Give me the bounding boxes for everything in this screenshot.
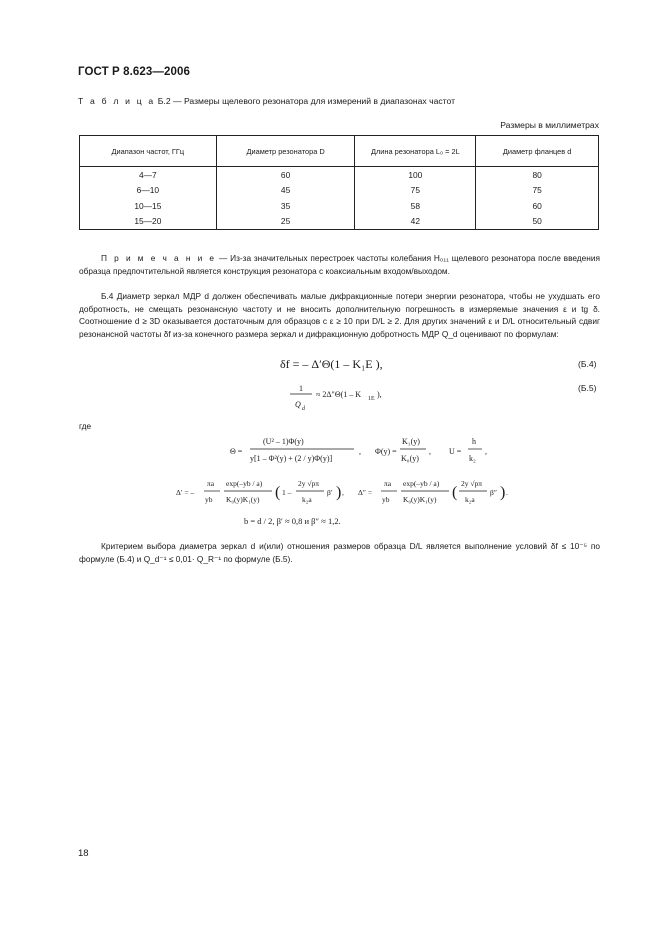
cell-diameter: 60 xyxy=(216,167,355,183)
svg-text:1E: 1E xyxy=(368,396,375,402)
svg-text:k₂: k₂ xyxy=(469,454,476,463)
equation-b-beta: b = d / 2, β′ ≈ 0,8 и β″ ≈ 1,2. xyxy=(244,516,341,526)
table-caption-prefix: Т а б л и ц а xyxy=(78,96,156,106)
svg-text:,: , xyxy=(485,447,487,456)
note-text: — Из-за значительных перестроек частоты колебания H₀₁₁ щелевого резонатора после введения образца предпочтительной является конструкция резонатора с коаксиальным входом/выходом. xyxy=(79,253,600,276)
svg-text:2y √pπ: 2y √pπ xyxy=(298,479,320,488)
cell-flange: 75 xyxy=(476,183,599,199)
svg-text:K₀(y)K₁(y): K₀(y)K₁(y) xyxy=(226,495,260,504)
svg-text:),: ), xyxy=(377,390,382,399)
cell-flange: 50 xyxy=(476,214,599,230)
table-caption-text: Б.2 — Размеры щелевого резонатора для измерений в диапазонах частот xyxy=(157,96,456,106)
svg-text:): ) xyxy=(336,484,342,501)
svg-text:yb: yb xyxy=(205,495,213,504)
table-row xyxy=(80,167,599,183)
svg-text:πa: πa xyxy=(384,479,392,488)
cell-frequency: 15—20 xyxy=(80,214,217,230)
svg-text:exp(–yb / a): exp(–yb / a) xyxy=(226,479,263,488)
svg-text:,: , xyxy=(429,447,431,456)
svg-text:Θ =: Θ = xyxy=(230,447,243,456)
col-header-resonator-length: Длина резонатора L₀ = 2L xyxy=(355,136,476,167)
svg-text:1 –: 1 – xyxy=(282,488,292,497)
table-row xyxy=(80,214,599,230)
svg-text:2y √pπ: 2y √pπ xyxy=(461,479,483,488)
table-row xyxy=(80,183,599,199)
cell-frequency: 6—10 xyxy=(80,183,217,199)
svg-text:K₀(y)K₁(y): K₀(y)K₁(y) xyxy=(403,495,437,504)
table-row xyxy=(80,198,599,214)
cell-flange: 80 xyxy=(476,167,599,183)
svg-text:(: ( xyxy=(275,484,281,501)
svg-text:k₂a: k₂a xyxy=(302,495,312,504)
svg-text:yb: yb xyxy=(382,495,390,504)
resonator-dimensions-table xyxy=(79,135,599,230)
svg-text:k₂a: k₂a xyxy=(465,495,475,504)
svg-text:,: , xyxy=(359,447,361,456)
svg-text:Φ(y) =: Φ(y) = xyxy=(375,447,397,456)
svg-text:β′: β′ xyxy=(327,488,333,497)
cell-length: 42 xyxy=(355,214,476,230)
col-header-resonator-diameter: Диаметр резонатора D xyxy=(216,136,355,167)
table-note xyxy=(79,252,600,277)
svg-text:exp(–yb / a): exp(–yb / a) xyxy=(403,479,440,488)
document-header: ГОСТ Р 8.623—2006 xyxy=(78,66,190,78)
svg-text:β″: β″ xyxy=(490,488,497,497)
svg-text:h: h xyxy=(472,437,476,446)
svg-text:1: 1 xyxy=(299,384,303,393)
cell-frequency: 4—7 xyxy=(80,167,217,183)
svg-text:≈ 2Δ″Θ(1 – K: ≈ 2Δ″Θ(1 – K xyxy=(316,390,362,399)
svg-text:(: ( xyxy=(452,484,458,501)
equation-b4: δf = – Δ′Θ(1 – K₁E ), xyxy=(280,357,383,371)
cell-length: 58 xyxy=(355,198,476,214)
cell-length: 100 xyxy=(355,167,476,183)
cell-frequency: 10—15 xyxy=(80,198,217,214)
section-b4-paragraph: Б.4 Диаметр зеркал МДР d должен обеспечивать малые дифракционные потери энергии резонатора, чтобы не ухудшать его добротность, не смещать резонансную частоту и не вносить дополнительную погрешность в измеряемые значения ε и tg δ. Соотношение d ≥ 3D оказывается достаточным для образцов с ε ≥ 10 при D/L ≥ 2. Для других значений ε и D/L относительный сдвиг резонансной частоты δf из-за конечного размера зеркал и дифракционную добротность МДР Q_d оценивают по формулам: xyxy=(79,291,600,339)
cell-flange: 60 xyxy=(476,198,599,214)
equation-b5-number: (Б.5) xyxy=(578,383,597,393)
svg-text:y[1 – Φ²(y) + (2 / y)Φ(y)]: y[1 – Φ²(y) + (2 / y)Φ(y)] xyxy=(250,454,333,463)
svg-text:): ) xyxy=(500,484,506,501)
equation-b5 xyxy=(280,380,430,414)
svg-text:U =: U = xyxy=(449,447,462,456)
page-number: 18 xyxy=(78,848,89,859)
col-header-flange-diameter: Диаметр фланцев d xyxy=(476,136,599,167)
where-label: где xyxy=(79,421,92,431)
svg-text:Δ″ =: Δ″ = xyxy=(358,488,373,497)
svg-text:,: , xyxy=(342,488,344,497)
equation-theta-phi-u xyxy=(228,432,508,470)
svg-text:K₀(y): K₀(y) xyxy=(401,454,419,463)
svg-text:K₁(y): K₁(y) xyxy=(402,437,420,446)
equation-delta-primes xyxy=(174,474,534,514)
cell-diameter: 25 xyxy=(216,214,355,230)
cell-length: 75 xyxy=(355,183,476,199)
table-caption xyxy=(78,96,455,106)
svg-text:Δ′ = –: Δ′ = – xyxy=(176,488,195,497)
svg-text:.: . xyxy=(506,488,508,497)
svg-text:d: d xyxy=(302,406,305,412)
col-header-frequency: Диапазон частот, ГГц xyxy=(80,136,217,167)
cell-diameter: 45 xyxy=(216,183,355,199)
svg-text:(U² – 1)Φ(y): (U² – 1)Φ(y) xyxy=(263,437,304,446)
table-units: Размеры в миллиметрах xyxy=(500,120,599,130)
svg-text:πa: πa xyxy=(207,479,215,488)
svg-text:Q: Q xyxy=(295,400,301,409)
equation-b4-number: (Б.4) xyxy=(578,359,597,369)
cell-diameter: 35 xyxy=(216,198,355,214)
criterion-paragraph: Критерием выбора диаметра зеркал d и(или) отношения размеров образца D/L является выполнение условий δf ≤ 10⁻⁵ по формуле (Б.4) и Q_d⁻¹ ≤ 0,01· Q_R⁻¹ по формуле (Б.5). xyxy=(79,541,600,564)
note-label: П р и м е ч а н и е xyxy=(101,253,217,263)
